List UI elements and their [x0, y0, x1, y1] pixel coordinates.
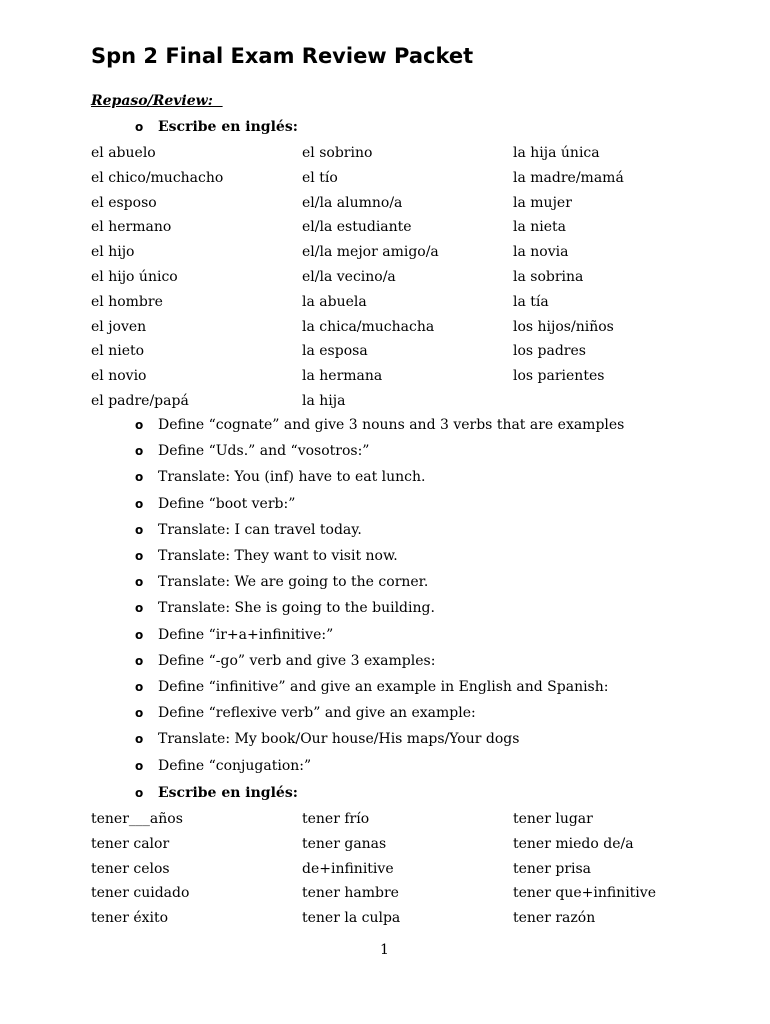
- vocab-term: tener cuidado: [91, 885, 190, 902]
- question-text: Translate: You (inf) have to eat lunch.: [158, 469, 426, 486]
- vocab-term: el/la mejor amigo/a: [302, 244, 439, 261]
- question-text: Define “reflexive verb” and give an example:: [158, 705, 476, 722]
- vocab-term: de+infinitive: [302, 860, 394, 877]
- vocab-term: tener miedo de/a: [513, 835, 634, 852]
- vocab-term: la hermana: [302, 368, 383, 385]
- vocab-term: tener que+infinitive: [513, 885, 656, 902]
- section-heading: Repaso/Review:: [91, 93, 223, 109]
- bullet-icon: o: [135, 601, 144, 616]
- question-item: [135, 572, 428, 592]
- vocab-term: el hermano: [91, 219, 172, 236]
- vocab-term: el chico/muchacho: [91, 169, 224, 186]
- vocab-term: el nieto: [91, 343, 145, 360]
- question-text: Define “Uds.” and “vosotros:”: [158, 443, 370, 460]
- bullet-icon: o: [135, 496, 144, 511]
- vocab-prompt-1: Escribe en inglés:: [158, 119, 298, 135]
- vocab-term: tener éxito: [91, 910, 169, 927]
- question-text: Define “infinitive” and give an example in English and Spanish:: [158, 679, 609, 695]
- vocab-term: tener lugar: [513, 811, 593, 827]
- vocab-term: la novia: [513, 244, 569, 261]
- vocab-term: tener calor: [91, 835, 170, 852]
- bullet-icon: o: [135, 522, 144, 537]
- question-text: Translate: My book/Our house/His maps/Your dogs: [158, 731, 520, 748]
- question-item: [135, 520, 362, 540]
- vocab-term: la hija: [302, 392, 346, 409]
- page-number: 1: [380, 942, 389, 958]
- bullet-item-vocab-prompt-1: [135, 117, 298, 137]
- vocab-term: tener___años: [91, 811, 183, 827]
- question-item: [135, 598, 435, 618]
- question-item: [135, 756, 311, 776]
- vocab-term: los padres: [513, 343, 586, 360]
- question-item: [135, 415, 624, 435]
- bullet-icon: o: [135, 680, 144, 694]
- bullet-icon: o: [135, 120, 144, 134]
- vocab-term: el/la alumno/a: [302, 194, 403, 211]
- vocab-term: el novio: [91, 368, 147, 385]
- question-item: [135, 625, 333, 645]
- vocab-term: el/la vecino/a: [302, 268, 396, 285]
- vocab-term: el tío: [302, 169, 338, 186]
- question-text: Translate: She is going to the building.: [158, 600, 435, 617]
- question-item: [135, 703, 476, 723]
- question-text: Define “boot verb:”: [158, 495, 296, 512]
- vocab-term: el joven: [91, 318, 147, 335]
- bullet-icon: o: [135, 444, 144, 459]
- bullet-icon: o: [135, 470, 144, 485]
- vocab-term: la chica/muchacha: [302, 318, 435, 335]
- vocab-term: la hija única: [513, 145, 600, 161]
- vocab-term: tener celos: [91, 860, 170, 877]
- vocab-term: tener hambre: [302, 885, 399, 902]
- bullet-icon: o: [135, 653, 144, 668]
- vocab-table-tener: [91, 807, 724, 931]
- bullet-icon: o: [135, 575, 144, 590]
- vocab-term: el/la estudiante: [302, 219, 412, 236]
- page-title: Spn 2 Final Exam Review Packet: [91, 44, 474, 68]
- vocab-term: la madre/mamá: [513, 169, 624, 186]
- bullet-icon: o: [135, 627, 144, 642]
- vocab-term: el hijo: [91, 244, 135, 261]
- vocab-term: la nieta: [513, 219, 567, 236]
- vocab-table-family: [91, 141, 724, 414]
- question-item: [135, 467, 426, 487]
- question-item: [135, 677, 608, 697]
- vocab-term: tener razón: [513, 910, 596, 927]
- question-item: [135, 441, 369, 461]
- bullet-icon: o: [135, 706, 144, 721]
- vocab-term: [513, 389, 724, 414]
- vocab-term: la tía: [513, 293, 549, 310]
- bullet-icon: o: [135, 418, 144, 432]
- vocab-term: los hijos/niños: [513, 318, 614, 335]
- vocab-term: tener la culpa: [302, 910, 401, 927]
- question-text: Define “conjugation:”: [158, 757, 312, 774]
- question-text: Define “cognate” and give 3 nouns and 3 verbs that are examples: [158, 417, 625, 433]
- question-item: [135, 546, 398, 566]
- bullet-icon: o: [135, 732, 144, 747]
- bullet-icon: o: [135, 786, 144, 800]
- vocab-term: el esposo: [91, 194, 157, 211]
- question-text: Translate: They want to visit now.: [158, 548, 398, 564]
- vocab-term: tener ganas: [302, 835, 387, 852]
- vocab-term: tener prisa: [513, 860, 592, 877]
- question-item: [135, 494, 295, 514]
- vocab-prompt-2: Escribe en inglés:: [158, 785, 298, 801]
- vocab-term: el abuelo: [91, 145, 156, 161]
- vocab-term: la sobrina: [513, 268, 584, 285]
- vocab-term: el sobrino: [302, 145, 373, 161]
- vocab-term: tener frío: [302, 811, 370, 827]
- vocab-term: la abuela: [302, 293, 367, 310]
- bullet-icon: o: [135, 758, 144, 773]
- vocab-term: el hijo único: [91, 268, 178, 285]
- question-text: Translate: I can travel today.: [158, 521, 362, 538]
- vocab-term: la mujer: [513, 194, 572, 211]
- vocab-term: el hombre: [91, 293, 163, 310]
- bullet-item-vocab-prompt-2: [135, 783, 298, 803]
- question-item: [135, 729, 519, 749]
- question-text: Define “ir+a+infinitive:”: [158, 626, 334, 643]
- question-text: Translate: We are going to the corner.: [158, 574, 429, 591]
- question-text: Define “-go” verb and give 3 examples:: [158, 652, 436, 669]
- bullet-icon: o: [135, 549, 144, 563]
- vocab-term: el padre/papá: [91, 392, 189, 409]
- vocab-term: los parientes: [513, 368, 605, 385]
- question-item: [135, 651, 435, 671]
- vocab-term: la esposa: [302, 343, 368, 360]
